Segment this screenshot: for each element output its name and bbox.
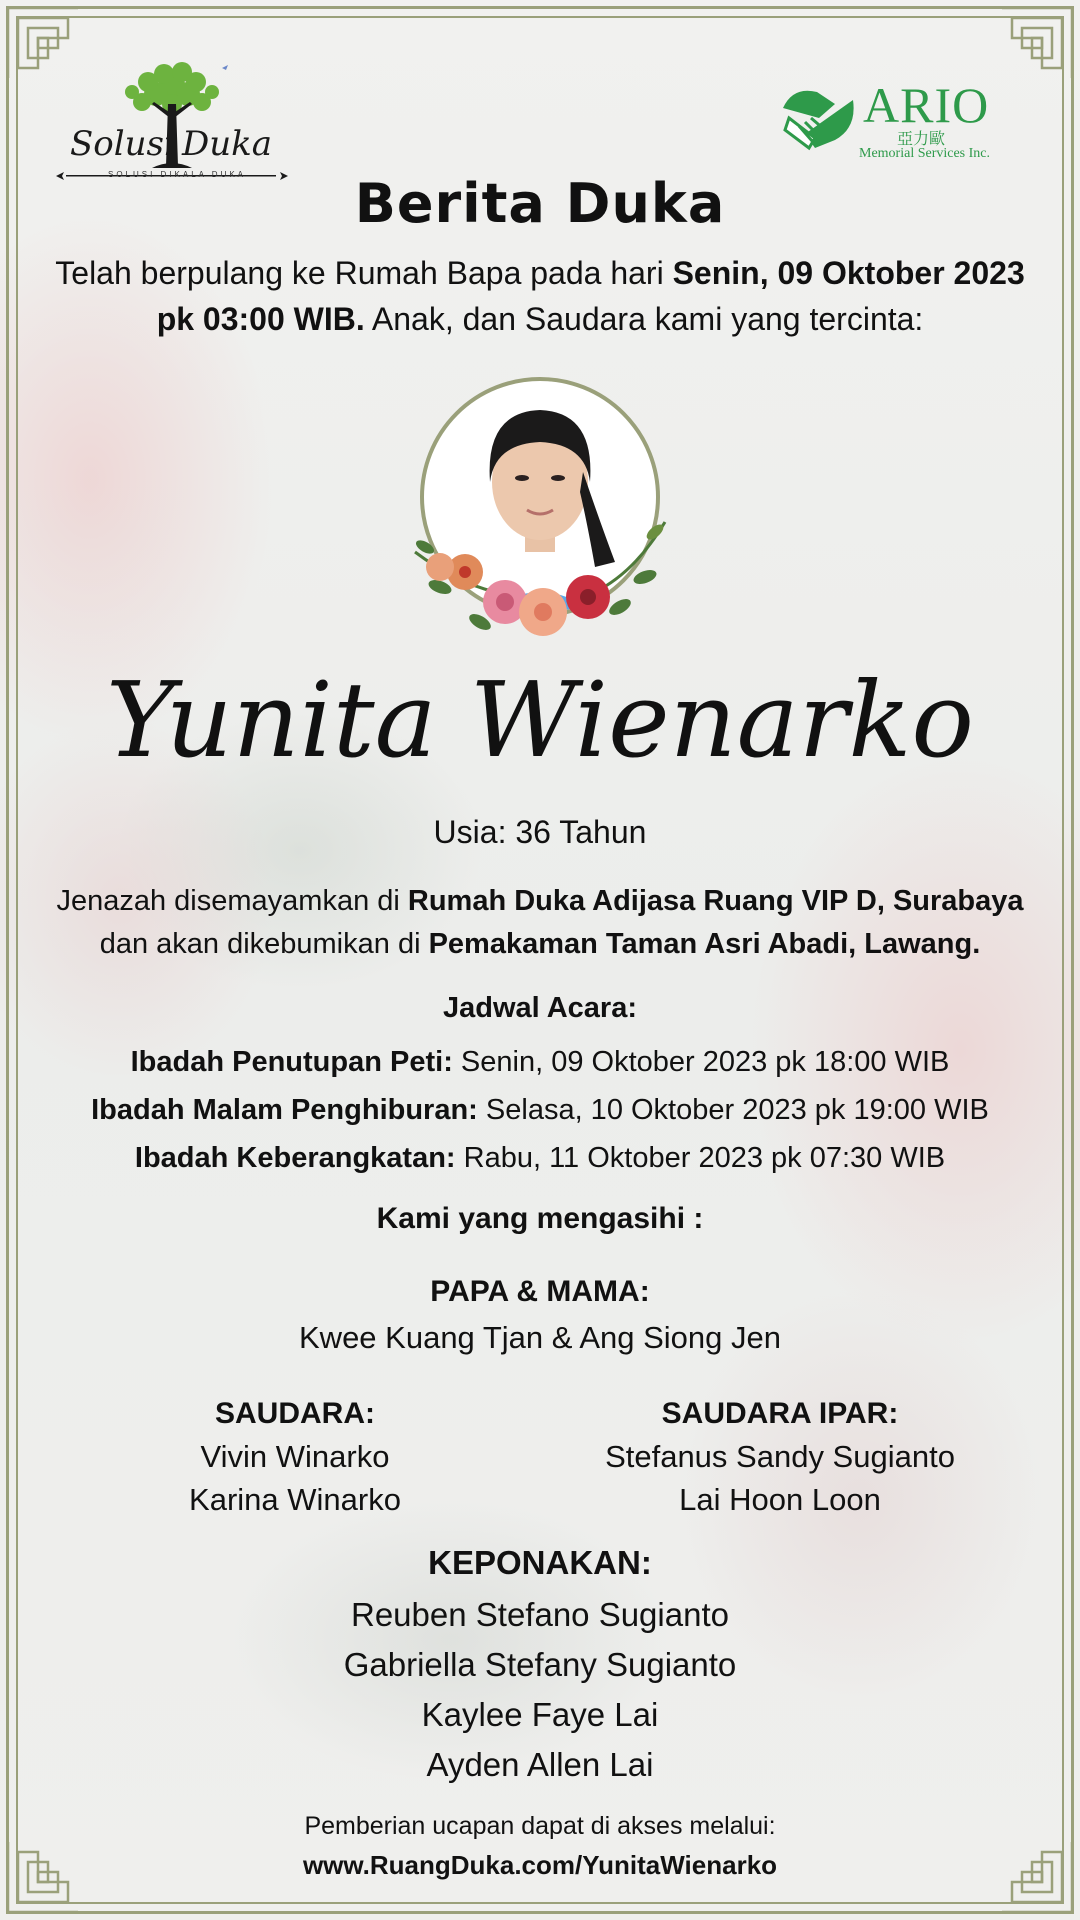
- parents-names: Kwee Kuang Tjan & Ang Siong Jen: [299, 1320, 781, 1355]
- intro-date: Senin, 09 Oktober 2023: [672, 255, 1025, 291]
- inlaw-name: Stefanus Sandy Sugianto: [605, 1439, 955, 1474]
- parents-heading: PAPA & MAMA:: [430, 1275, 650, 1308]
- ario-subtitle: Memorial Services Inc.: [859, 146, 991, 161]
- portrait-photo: [395, 372, 685, 672]
- schedule-item: [0, 1038, 1080, 1086]
- deceased-age: Usia: 36 Tahun: [433, 814, 647, 850]
- logo-word-duka: Duka: [182, 124, 273, 164]
- nephew-name: Gabriella Stefany Sugianto: [343, 1646, 737, 1683]
- intro-text: [20, 250, 1060, 342]
- schedule-value: Selasa, 10 Oktober 2023 pk 19:00 WIB: [477, 1094, 989, 1126]
- schedule-list: [0, 1038, 1080, 1182]
- siblings-column: [100, 1392, 490, 1521]
- nephew-name: Ayden Allen Lai: [426, 1746, 654, 1783]
- inlaw-name: Lai Hoon Loon: [679, 1482, 881, 1517]
- place-part1: Jenazah disemayamkan di: [56, 885, 408, 917]
- logo-tagline: SOLUSI DIKALA DUKA: [107, 170, 247, 179]
- inlaws-column: [560, 1392, 1000, 1521]
- ario-chinese: 亞力歐: [897, 131, 946, 148]
- intro-time: pk 03:00 WIB.: [156, 301, 365, 337]
- schedule-title: Jadwal Acara:: [443, 992, 637, 1024]
- condolence-link[interactable]: www.RuangDuka.com/YunitaWienarko: [302, 1850, 778, 1880]
- place-part2: dan akan dikebumikan di: [99, 928, 429, 960]
- sibling-name: Vivin Winarko: [200, 1439, 390, 1474]
- page-title: Berita Duka: [354, 172, 726, 235]
- schedule-label: Ibadah Penutupan Peti:: [130, 1046, 453, 1078]
- nephew-name: Kaylee Faye Lai: [421, 1696, 659, 1733]
- logo-word-solusi: Solusi: [70, 124, 175, 164]
- corner-ornament-icon: [996, 4, 1076, 84]
- schedule-item: [0, 1134, 1080, 1182]
- handshake-icon: [775, 78, 861, 164]
- solusi-duka-logo: [52, 58, 297, 188]
- nephew-name: Reuben Stefano Sugianto: [351, 1596, 729, 1633]
- inlaws-heading: SAUDARA IPAR:: [661, 1397, 899, 1430]
- cemetery: Pemakaman Taman Asri Abadi, Lawang.: [428, 928, 981, 960]
- nephews-list: [0, 1590, 1080, 1790]
- nephews-heading: KEPONAKAN:: [428, 1544, 652, 1581]
- siblings-heading: SAUDARA:: [215, 1397, 375, 1430]
- intro-part2: Anak, dan Saudara kami yang tercinta:: [364, 301, 924, 337]
- ario-wordmark: ARIO: [863, 77, 990, 133]
- deceased-name: Yunita Wienarko: [106, 659, 974, 781]
- tree-icon: [52, 58, 297, 188]
- footer-note: Pemberian ucapan dapat di akses melalui:: [304, 1812, 776, 1840]
- funeral-location: [10, 880, 1070, 966]
- family-heading: Kami yang mengasihi :: [376, 1202, 704, 1235]
- schedule-value: Senin, 09 Oktober 2023 pk 18:00 WIB: [452, 1046, 950, 1078]
- schedule-label: Ibadah Keberangkatan:: [134, 1142, 456, 1174]
- sibling-name: Karina Winarko: [189, 1482, 401, 1517]
- portrait-frame: [395, 372, 685, 672]
- ario-logo: [775, 76, 1005, 166]
- schedule-item: [0, 1086, 1080, 1134]
- schedule-value: Rabu, 11 Oktober 2023 pk 07:30 WIB: [455, 1142, 946, 1174]
- intro-part1: Telah berpulang ke Rumah Bapa pada hari: [55, 255, 673, 291]
- funeral-home: Rumah Duka Adijasa Ruang VIP D, Surabaya: [407, 885, 1024, 917]
- schedule-label: Ibadah Malam Penghiburan:: [91, 1094, 478, 1126]
